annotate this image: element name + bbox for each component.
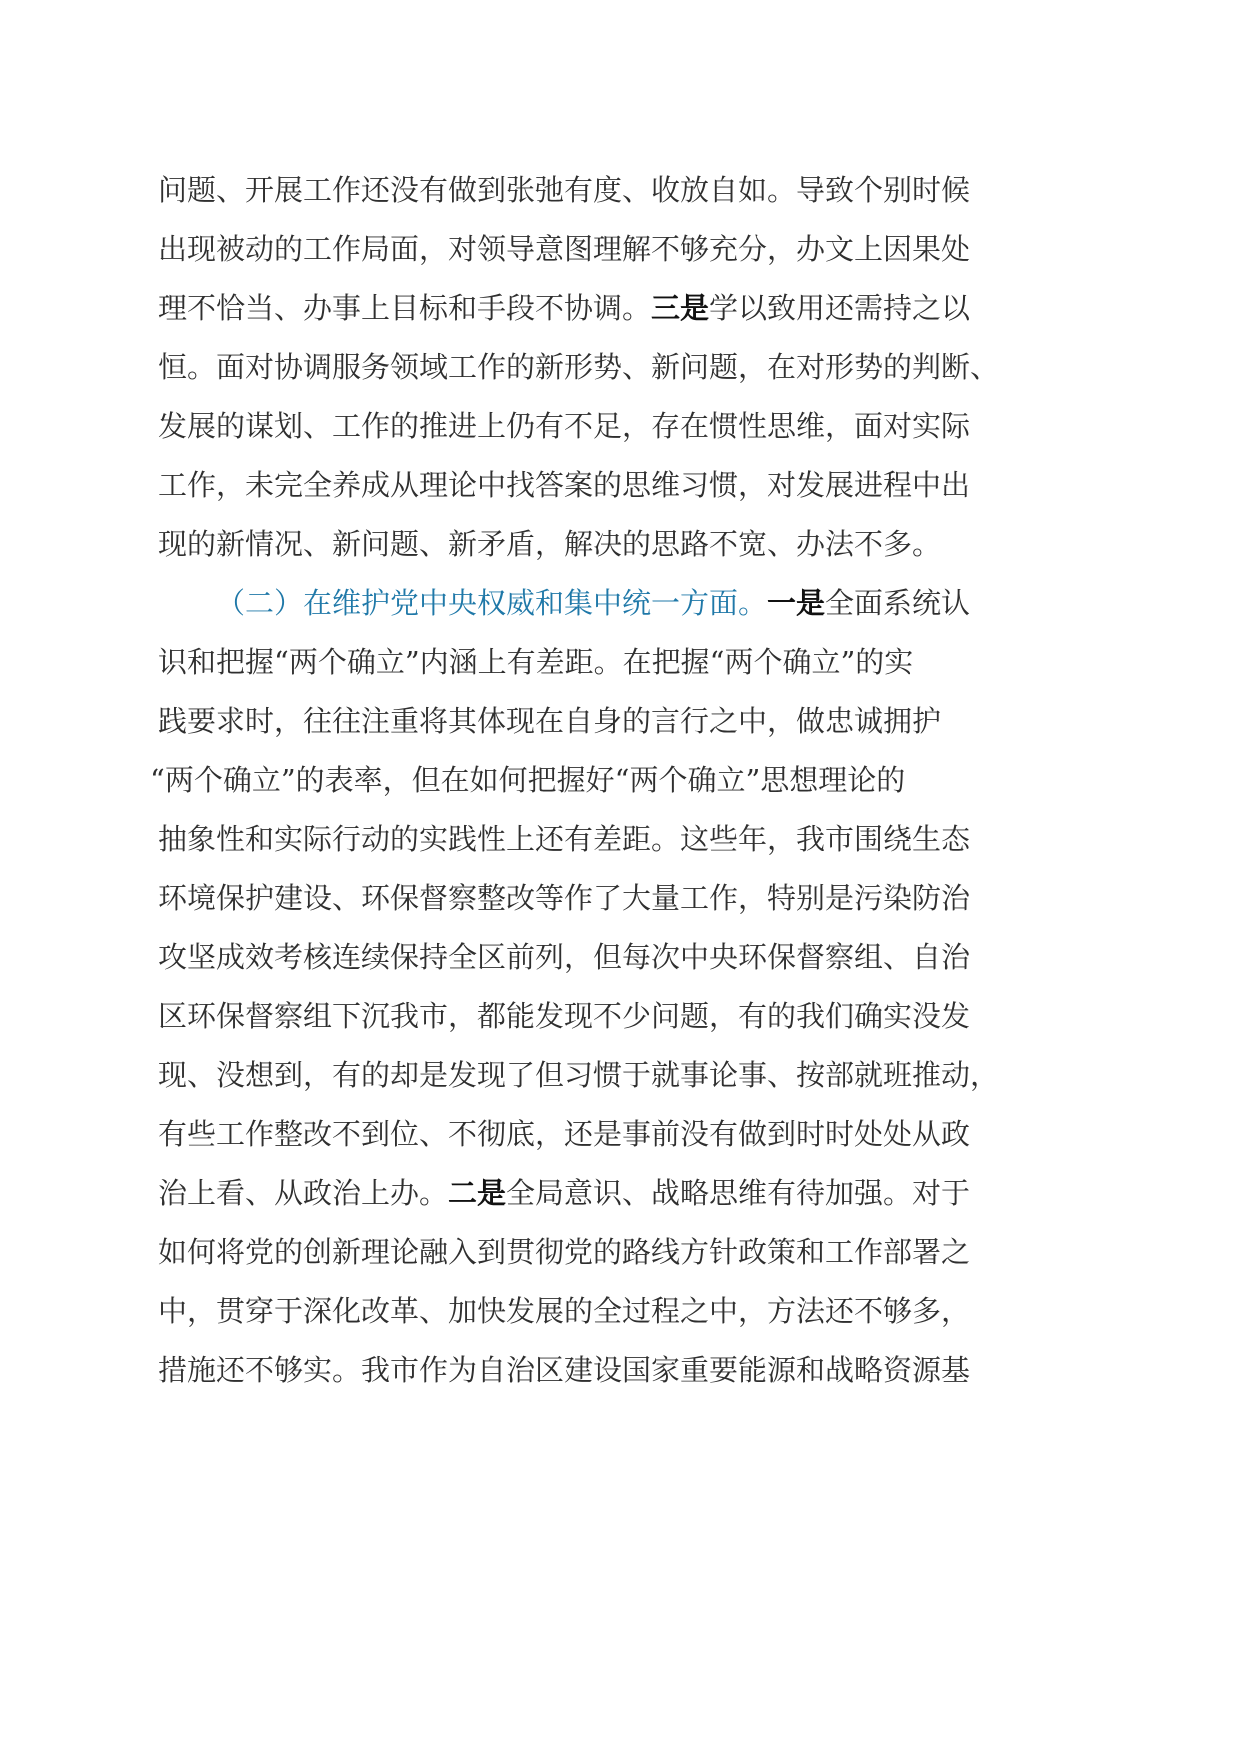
text-line (158, 404, 1078, 448)
text-line (158, 1171, 1078, 1215)
text-line (158, 935, 1078, 979)
line-text: 有些工作整改不到位、不彻底，还是事前没有做到时时处处从政 (158, 1117, 971, 1151)
text-line (158, 994, 1078, 1038)
line-text: 抽象性和实际行动的实践性上还有差距。这些年，我市围绕生态 (158, 822, 971, 856)
line-text: 现、没想到，有的却是发现了但习惯于就事论事、按部就班推动， (158, 1058, 1000, 1092)
line-text: 践要求时，往往注重将其体现在自身的言行之中，做忠诚拥护 (158, 704, 942, 738)
text-line (158, 699, 1078, 743)
text-line (150, 758, 1078, 802)
text-line (158, 1289, 1078, 1333)
bold-marker: 三是 (651, 291, 710, 325)
line-text: 现的新情况、新问题、新矛盾，解决的思路不宽、办法不多。 (158, 527, 942, 561)
bold-marker: 一是 (767, 586, 826, 620)
line-text: 如何将党的创新理论融入到贯彻党的路线方针政策和工作部署之 (158, 1235, 971, 1269)
line-suffix: 全局意识、战略思维有待加强。对于 (506, 1176, 971, 1210)
line-text: 出现被动的工作局面，对领导意图理解不够充分，办文上因果处 (158, 232, 971, 266)
text-line (158, 1230, 1078, 1274)
line-prefix: 理不恰当、办事上目标和手段不协调。 (158, 291, 652, 325)
text-line (158, 1348, 1078, 1392)
text-line (158, 640, 1078, 684)
text-line (158, 522, 1078, 566)
line-text: “两个确立”的表率，但在如何把握好“两个确立”思想理论的 (150, 763, 906, 797)
text-line (158, 1053, 1078, 1097)
line-text: 中，贯穿于深化改革、加快发展的全过程之中，方法还不够多， (158, 1294, 971, 1328)
line-text: 发展的谋划、工作的推进上仍有不足，存在惯性思维，面对实际 (158, 409, 971, 443)
section-heading-line (216, 581, 1078, 625)
text-line (158, 817, 1078, 861)
line-prefix: 治上看、从政治上办。 (158, 1176, 449, 1210)
text-line (158, 168, 1078, 212)
section-heading: （二）在维护党中央权威和集中统一方面。 (216, 586, 768, 620)
line-text: 识和把握“两个确立”内涵上有差距。在把握“两个确立”的实 (158, 645, 914, 679)
line-suffix: 学以致用还需持之以 (709, 291, 971, 325)
text-line (158, 463, 1078, 507)
line-text: 问题、开展工作还没有做到张弛有度、收放自如。导致个别时候 (158, 173, 971, 207)
line-text: 环境保护建设、环保督察整改等作了大量工作，特别是污染防治 (158, 881, 971, 915)
line-text: 措施还不够实。我市作为自治区建设国家重要能源和战略资源基 (158, 1353, 971, 1387)
text-line (158, 345, 1078, 389)
text-line (158, 227, 1078, 271)
line-text: 恒。面对协调服务领域工作的新形势、新问题，在对形势的判断、 (158, 350, 1000, 384)
text-line (158, 1112, 1078, 1156)
bold-marker: 二是 (448, 1176, 507, 1210)
line-text: 攻坚成效考核连续保持全区前列，但每次中央环保督察组、自治 (158, 940, 971, 974)
line-text: 工作，未完全养成从理论中找答案的思维习惯，对发展进程中出 (158, 468, 971, 502)
line-text: 区环保督察组下沉我市，都能发现不少问题，有的我们确实没发 (158, 999, 971, 1033)
text-line (158, 286, 1078, 330)
line-suffix: 全面系统认 (825, 586, 971, 620)
text-line (158, 876, 1078, 920)
